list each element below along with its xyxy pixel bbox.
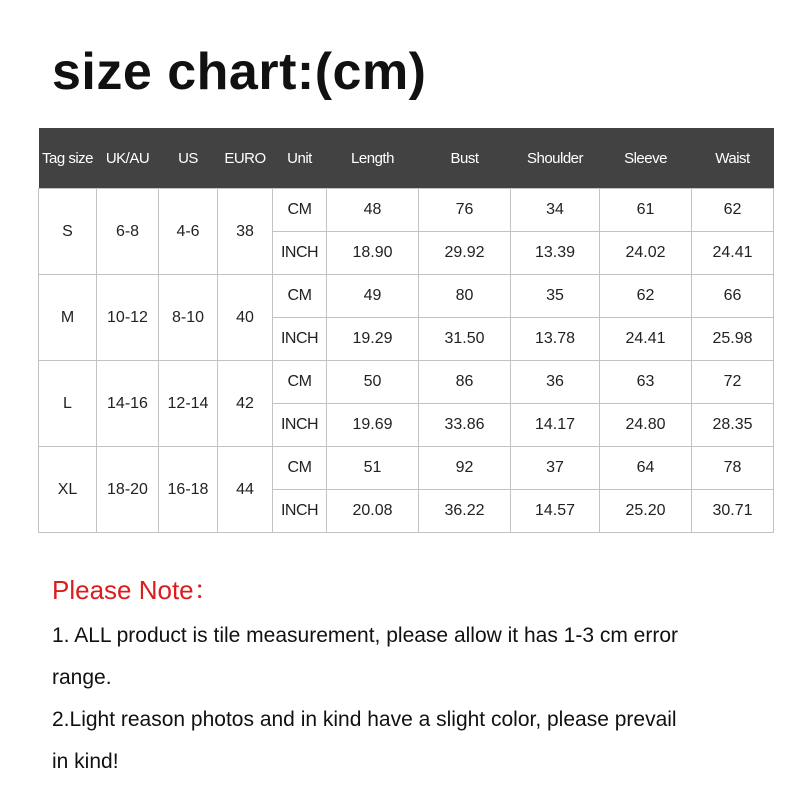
- header-cell: Waist: [692, 128, 774, 189]
- header-cell: Unit: [273, 128, 327, 189]
- table-row: [39, 275, 774, 318]
- size-table: [38, 128, 774, 533]
- note-line-1-cont: range.: [52, 666, 112, 689]
- waist-cell: 24.41: [692, 232, 774, 275]
- uk-size-cell: 10-12: [97, 275, 159, 361]
- euro-size-cell: 38: [218, 189, 273, 275]
- length-cell: 20.08: [327, 490, 419, 533]
- euro-size-cell: 40: [218, 275, 273, 361]
- shoulder-cell: 36: [511, 361, 600, 404]
- uk-size-cell: 6-8: [97, 189, 159, 275]
- shoulder-cell: 14.17: [511, 404, 600, 447]
- header-cell: Tag size: [39, 128, 97, 189]
- unit-cell: CM: [273, 361, 327, 404]
- length-cell: 50: [327, 361, 419, 404]
- unit-cell: INCH: [273, 404, 327, 447]
- bust-cell: 31.50: [419, 318, 511, 361]
- waist-cell: 28.35: [692, 404, 774, 447]
- table-row: [39, 189, 774, 232]
- uk-size-cell: 14-16: [97, 361, 159, 447]
- note-line-1: 1. ALL product is tile measurement, please allow it has 1-3 cm error: [52, 624, 679, 647]
- table-row: [39, 361, 774, 404]
- us-size-cell: 16-18: [159, 447, 218, 533]
- bust-cell: 80: [419, 275, 511, 318]
- header-cell: Sleeve: [600, 128, 692, 189]
- bust-cell: 36.22: [419, 490, 511, 533]
- length-cell: 48: [327, 189, 419, 232]
- unit-cell: CM: [273, 447, 327, 490]
- note-line-2-cont: in kind!: [52, 750, 119, 773]
- bust-cell: 76: [419, 189, 511, 232]
- header-cell: Bust: [419, 128, 511, 189]
- unit-cell: INCH: [273, 318, 327, 361]
- note-title: Please Note：: [52, 575, 220, 605]
- sleeve-cell: 64: [600, 447, 692, 490]
- us-size-cell: 4-6: [159, 189, 218, 275]
- unit-cell: INCH: [273, 232, 327, 275]
- sleeve-cell: 24.41: [600, 318, 692, 361]
- header-cell: EURO: [218, 128, 273, 189]
- tag-size-cell: S: [39, 189, 97, 275]
- header-cell: Shoulder: [511, 128, 600, 189]
- header-cell: Length: [327, 128, 419, 189]
- sleeve-cell: 24.02: [600, 232, 692, 275]
- length-cell: 51: [327, 447, 419, 490]
- table-header-row: [39, 128, 774, 189]
- bust-cell: 92: [419, 447, 511, 490]
- bust-cell: 86: [419, 361, 511, 404]
- unit-cell: INCH: [273, 490, 327, 533]
- bust-cell: 33.86: [419, 404, 511, 447]
- table-row: [39, 447, 774, 490]
- euro-size-cell: 42: [218, 361, 273, 447]
- us-size-cell: 12-14: [159, 361, 218, 447]
- header-cell: UK/AU: [97, 128, 159, 189]
- waist-cell: 66: [692, 275, 774, 318]
- unit-cell: CM: [273, 189, 327, 232]
- waist-cell: 30.71: [692, 490, 774, 533]
- length-cell: 19.69: [327, 404, 419, 447]
- page-title: size chart:(cm): [52, 43, 427, 101]
- shoulder-cell: 14.57: [511, 490, 600, 533]
- length-cell: 18.90: [327, 232, 419, 275]
- tag-size-cell: XL: [39, 447, 97, 533]
- length-cell: 49: [327, 275, 419, 318]
- shoulder-cell: 35: [511, 275, 600, 318]
- sleeve-cell: 24.80: [600, 404, 692, 447]
- shoulder-cell: 13.78: [511, 318, 600, 361]
- sleeve-cell: 25.20: [600, 490, 692, 533]
- length-cell: 19.29: [327, 318, 419, 361]
- header-cell: US: [159, 128, 218, 189]
- euro-size-cell: 44: [218, 447, 273, 533]
- unit-cell: CM: [273, 275, 327, 318]
- note-line-2: 2.Light reason photos and in kind have a slight color, please prevail: [52, 708, 677, 731]
- shoulder-cell: 13.39: [511, 232, 600, 275]
- tag-size-cell: M: [39, 275, 97, 361]
- sleeve-cell: 63: [600, 361, 692, 404]
- shoulder-cell: 37: [511, 447, 600, 490]
- bust-cell: 29.92: [419, 232, 511, 275]
- sleeve-cell: 61: [600, 189, 692, 232]
- waist-cell: 62: [692, 189, 774, 232]
- shoulder-cell: 34: [511, 189, 600, 232]
- waist-cell: 78: [692, 447, 774, 490]
- sleeve-cell: 62: [600, 275, 692, 318]
- waist-cell: 25.98: [692, 318, 774, 361]
- tag-size-cell: L: [39, 361, 97, 447]
- us-size-cell: 8-10: [159, 275, 218, 361]
- uk-size-cell: 18-20: [97, 447, 159, 533]
- waist-cell: 72: [692, 361, 774, 404]
